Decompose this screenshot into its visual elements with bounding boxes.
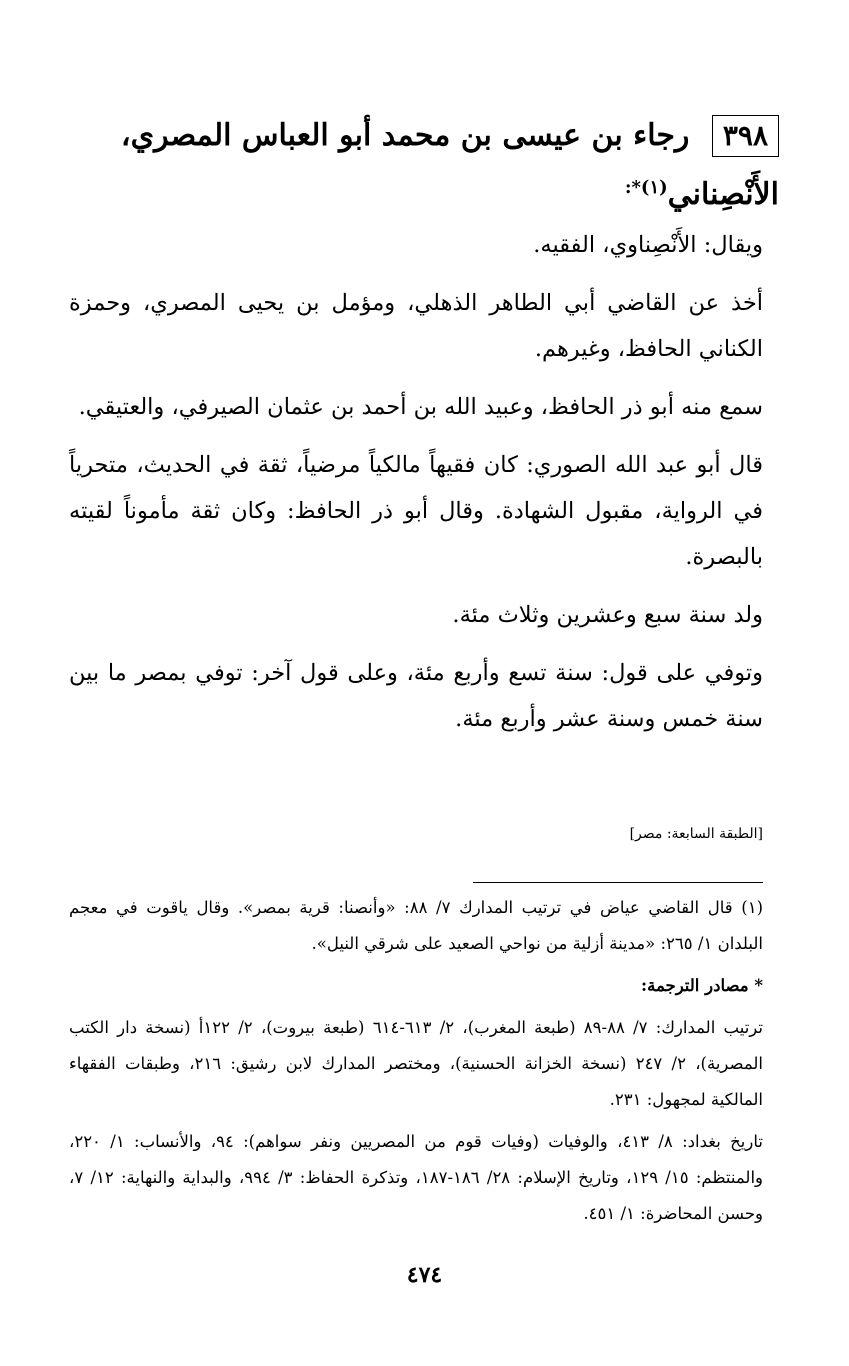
page-number: ٤٧٤ xyxy=(406,1262,443,1288)
footnotes xyxy=(69,890,763,1238)
entry-title-marks: (١)*: xyxy=(624,177,668,198)
entry-body xyxy=(69,222,763,754)
entry-title-text: رجاء بن عيسى بن محمد أبو العباس المصري، الأَنْصِناني xyxy=(120,118,779,212)
body-paragraph: ولد سنة سبع وعشرين وثلاث مئة. xyxy=(452,602,763,628)
body-paragraph: أخذ عن القاضي أبي الطاهر الذهلي، ومؤمل بن يحيى المصري، وحمزة الكناني الحافظ، وغيرهم. xyxy=(69,290,763,362)
entry-number-box: ٣٩٨ xyxy=(712,115,779,157)
sources-paragraph: ترتيب المدارك: ٧/ ٨٨-٨٩ (طبعة المغرب)، ٢/ ٦١٣-٦١٤ (طبعة بيروت)، ٢/ ١٢٢أ (نسخة دار الكتب المصرية)، ٢/ ٢٤٧ (نسخة الخزانة الحسنية)، ومختصر المدارك لابن رشيق: ٢١٦، وطبقات الفقهاء المالكية لمجهول: ٢٣١. xyxy=(69,1018,764,1109)
body-paragraph: سمع منه أبو ذر الحافظ، وعبيد الله بن أحمد بن عثمان الصيرفي، والعتيقي. xyxy=(78,394,763,420)
footnote-divider xyxy=(473,882,763,883)
body-paragraph: قال أبو عبد الله الصوري: كان فقيهاً مالكياً مرضياً، ثقة في الحديث، متحرياً في الرواية، مقبول الشهادة. وقال أبو ذر الحافظ: وكان ثقة مأموناً لقيته بالبصرة. xyxy=(69,452,763,570)
footnote-1: (١) قال القاضي عياض في ترتيب المدارك ٧/ ٨٨: «وأنصنا: قرية بمصر». وقال ياقوت في معجم البلدان ١/ ٢٦٥: «مدينة أزلية من نواحي الصعيد على شرقي النيل». xyxy=(69,898,763,953)
body-paragraph: ويقال: الأَنْصِناوي، الفقيه. xyxy=(533,232,763,258)
section-tag: [الطبقة السابعة: مصر] xyxy=(629,826,763,842)
sources-paragraph: تاريخ بغداد: ٨/ ٤١٣، والوفيات (وفيات قوم من المصريين ونفر سواهم): ٩٤، والأنساب: ١/ ٢٢٠، والمنتظم: ١٥/ ١٢٩، وتاريخ الإسلام: ٢٨/ ١٨٦-١٨٧، وتذكرة الحفاظ: ٣/ ٩٩٤، والبداية والنهاية: ١٢/ ٧، وحسن المحاضرة: ١/ ٤٥١. xyxy=(69,1132,764,1223)
entry-heading xyxy=(69,110,779,221)
sources-heading: * مصادر الترجمة: xyxy=(641,976,763,995)
body-paragraph: وتوفي على قول: سنة تسع وأربع مئة، وعلى قول آخر: توفي بمصر ما بين سنة خمس وسنة عشر وأربع مئة. xyxy=(69,660,763,732)
